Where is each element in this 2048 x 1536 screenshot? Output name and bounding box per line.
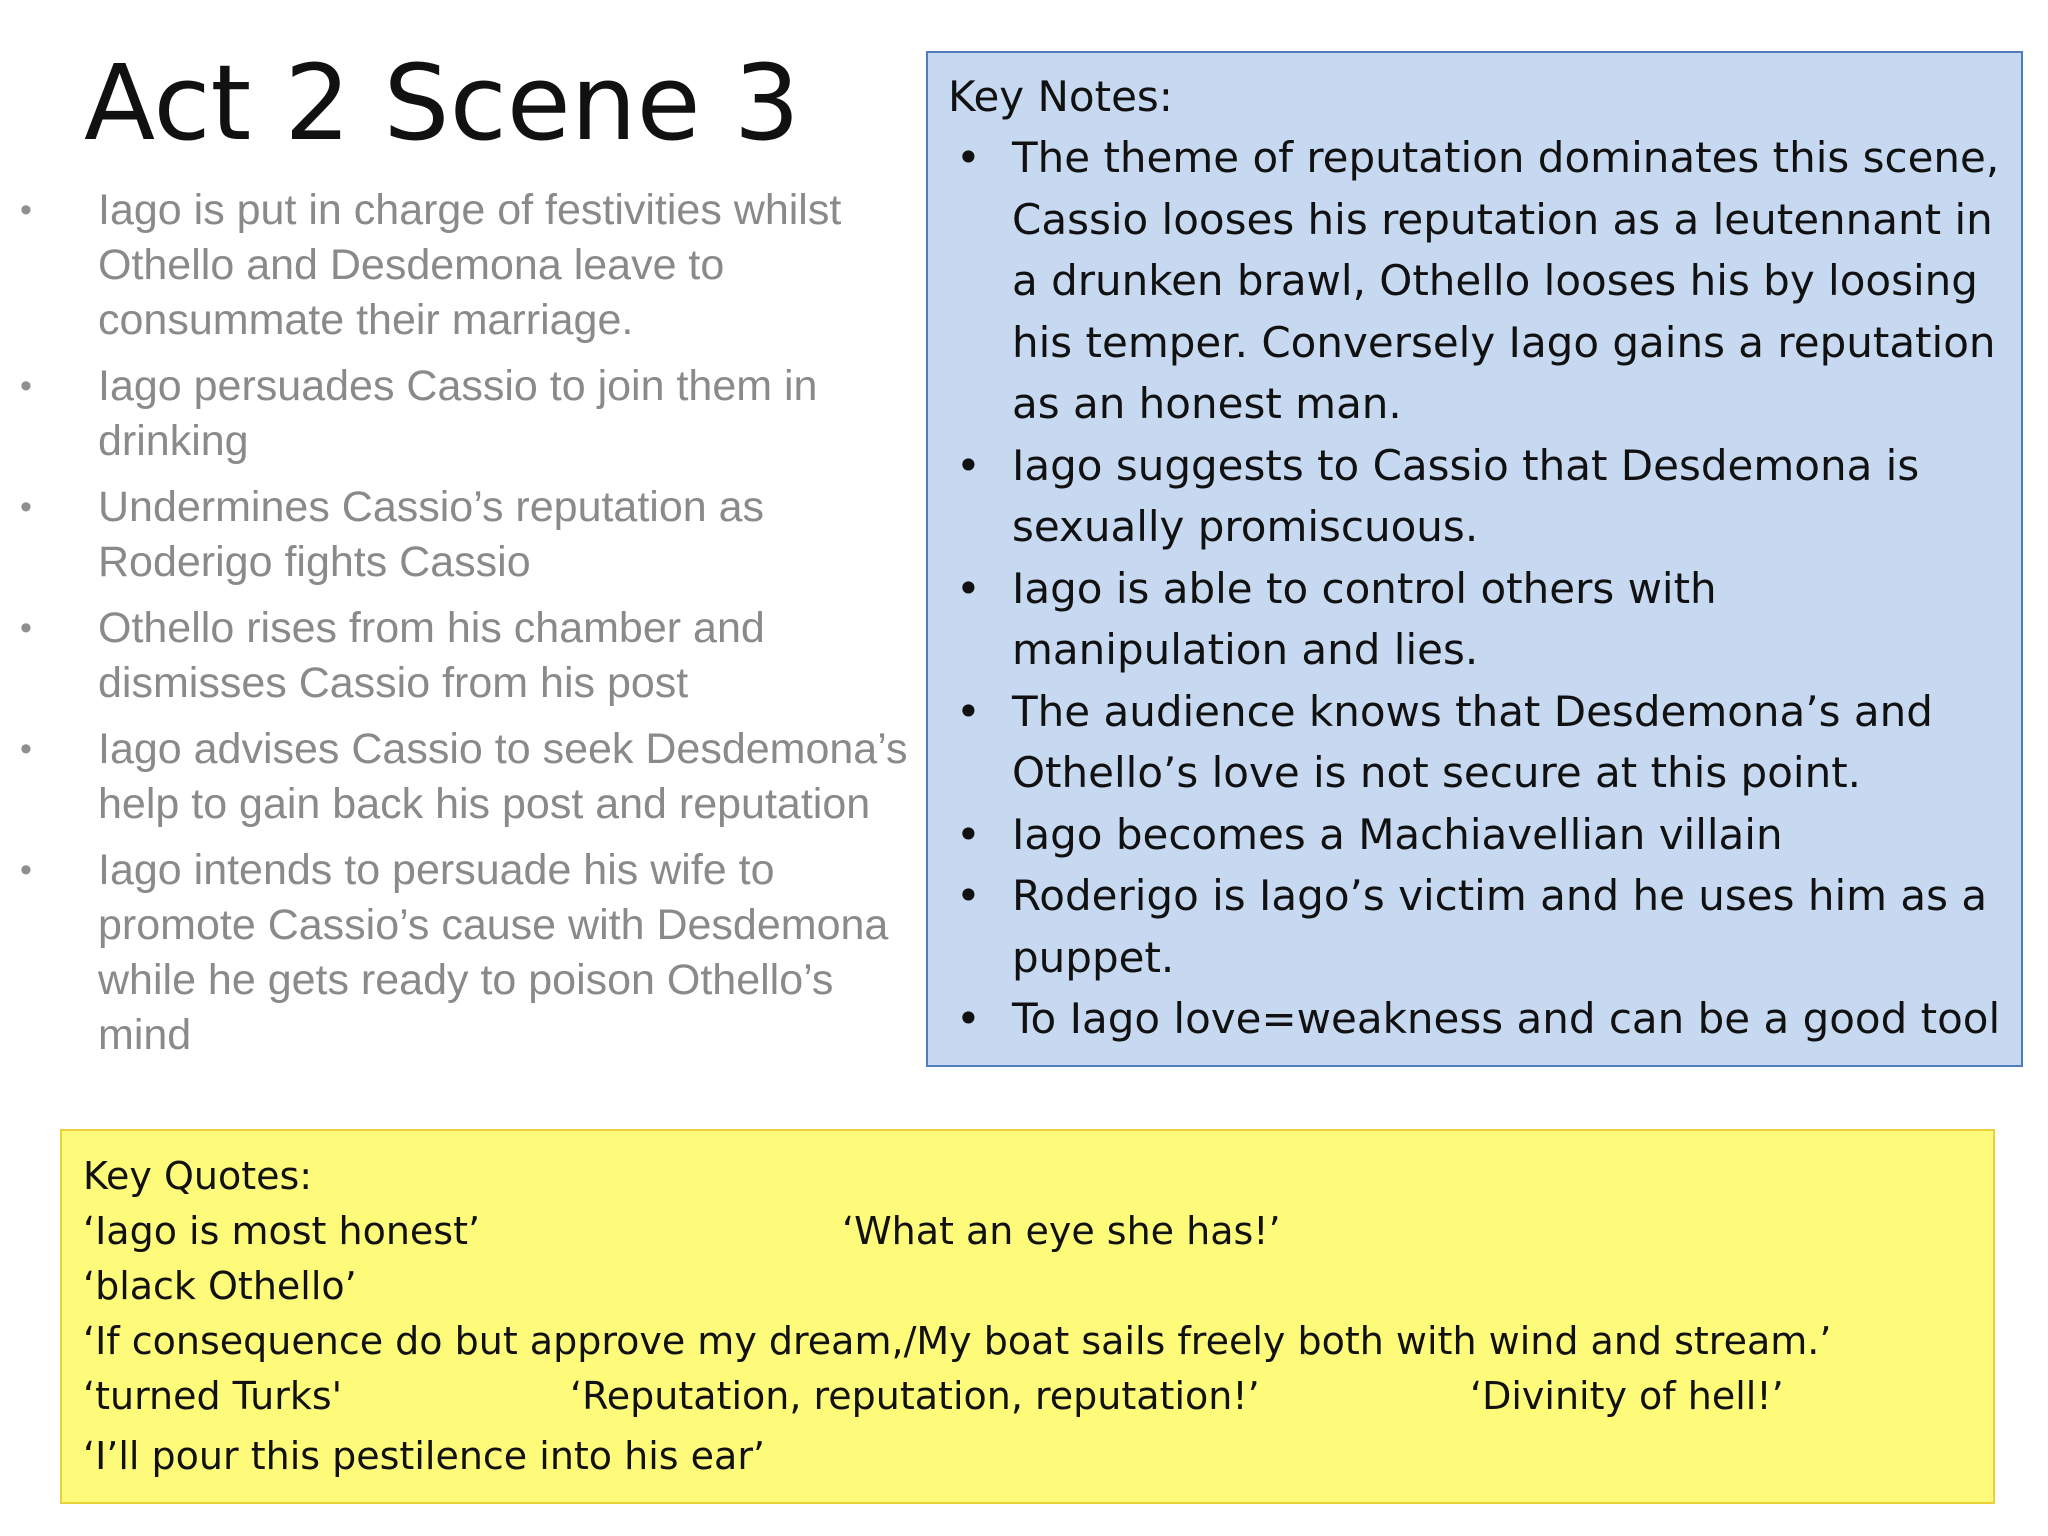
summary-item-text: Iago persuades Cassio to join them in drinking xyxy=(98,362,818,465)
key-note-text: To Iago love=weakness and can be a good tool xyxy=(1012,994,2001,1043)
key-notes-heading: Key Notes: xyxy=(948,72,1173,121)
quote-text: ‘I’ll pour this pestilence into his ear’ xyxy=(83,1434,766,1478)
bullet-icon: • xyxy=(20,730,32,768)
bullet-icon: • xyxy=(956,440,981,490)
bullet-icon: • xyxy=(956,133,981,182)
key-note-item xyxy=(948,681,2003,804)
key-note-text: Iago is able to control others with manipulation and lies. xyxy=(1012,563,1717,674)
key-notes-box xyxy=(926,51,2023,1067)
key-note-item xyxy=(948,558,2003,681)
summary-item xyxy=(0,480,920,590)
bullet-icon: • xyxy=(956,809,981,859)
summary-item-text: Undermines Cassio’s reputation as Roderigo fights Cassio xyxy=(98,483,765,586)
key-note-text: Roderigo is Iago’s victim and he uses him as a puppet. xyxy=(1012,871,1988,982)
quote-text: ‘Iago is most honest’ xyxy=(83,1209,481,1253)
bullet-icon: • xyxy=(956,994,981,1043)
quote-text: ‘Divinity of hell!’ xyxy=(1470,1374,1784,1418)
bullet-icon: • xyxy=(956,871,981,920)
quote-text: ‘turned Turks' xyxy=(83,1374,343,1418)
bullet-icon: • xyxy=(20,609,32,647)
key-note-text: Iago becomes a Machiavellian villain xyxy=(1012,809,1783,859)
bullet-icon: • xyxy=(20,851,32,889)
bullet-icon: • xyxy=(956,686,981,736)
key-note-text: The audience knows that Desdemona’s and Othello’s love is not secure at this point. xyxy=(1012,686,1933,797)
summary-item-text: Iago advises Cassio to seek Desdemona’s help to gain back his post and reputation xyxy=(98,725,908,828)
quote-text: ‘What an eye she has!’ xyxy=(842,1209,1281,1253)
summary-item-text: Othello rises from his chamber and dismisses Cassio from his post xyxy=(98,604,765,707)
key-note-item xyxy=(948,804,2003,866)
summary-item xyxy=(0,183,920,348)
summary-item-text: Iago intends to persuade his wife to promote Cassio’s cause with Desdemona while he gets ready to poison Othello’s mind xyxy=(98,846,889,1059)
quote-text: ‘If consequence do but approve my dream,/My boat sails freely both with wind and stream.’ xyxy=(83,1319,1832,1363)
key-note-text: The theme of reputation dominates this scene, Cassio looses his reputation as a leutennant in a drunken brawl, Othello looses his by loosing his temper. Conversely Iago gains a reputation as an honest man. xyxy=(1012,133,2000,428)
key-quotes-heading: Key Quotes: xyxy=(83,1154,313,1198)
key-note-item xyxy=(948,127,2003,435)
bullet-icon: • xyxy=(956,563,981,613)
bullet-icon: • xyxy=(20,488,32,526)
bullet-icon: • xyxy=(20,191,32,229)
key-note-item xyxy=(948,865,2003,988)
summary-item xyxy=(0,601,920,711)
scene-summary-list xyxy=(0,183,920,1074)
key-note-item xyxy=(948,988,2003,1050)
key-note-item xyxy=(948,435,2003,558)
summary-item xyxy=(0,359,920,469)
key-quotes-box xyxy=(60,1129,1995,1504)
quote-text: ‘black Othello’ xyxy=(83,1264,357,1308)
summary-item-text: Iago is put in charge of festivities whilst Othello and Desdemona leave to consummate their marriage. xyxy=(98,186,842,344)
summary-item xyxy=(0,722,920,832)
key-note-text: Iago suggests to Cassio that Desdemona is sexually promiscuous. xyxy=(1012,440,1920,551)
key-notes-list xyxy=(948,127,2003,1050)
quote-text: ‘Reputation, reputation, reputation!’ xyxy=(570,1374,1260,1418)
summary-item xyxy=(0,843,920,1063)
bullet-icon: • xyxy=(20,367,32,405)
slide-title: Act 2 Scene 3 xyxy=(84,42,800,164)
